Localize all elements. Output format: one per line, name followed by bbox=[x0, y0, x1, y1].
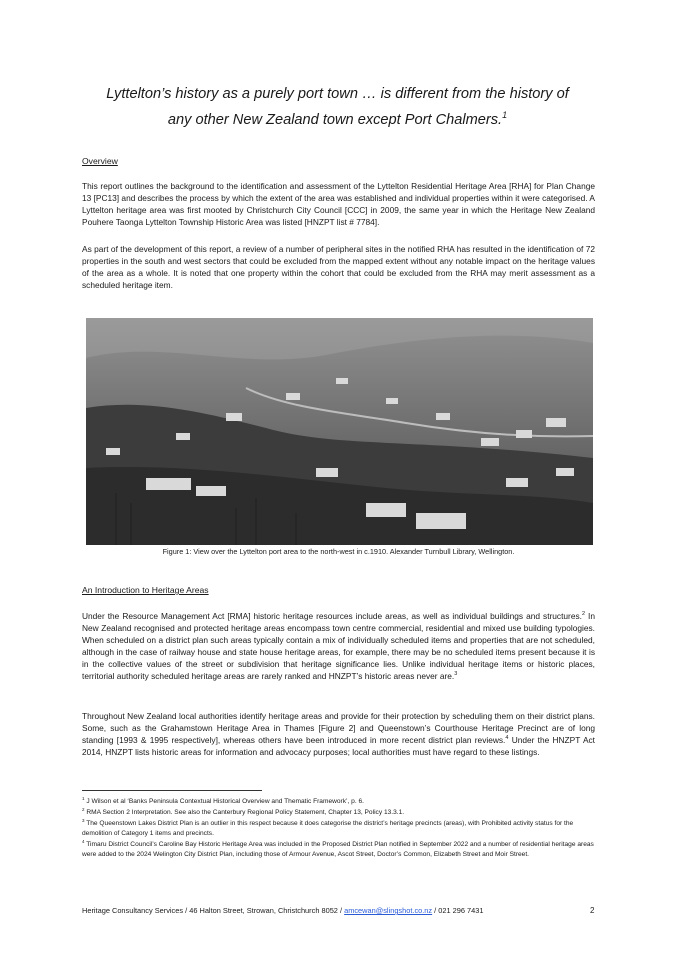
epigraph-quote bbox=[70, 84, 605, 131]
historic-photo-lyttelton bbox=[86, 318, 593, 545]
intro-p1-text-b: In New Zealand recognised and protected heritage areas encompass town centre commercial, residential and mixed use building typologies. When scheduled on a district plan such areas typically contain a mix of individually scheduled items and properties that are not scheduled, although in the case of railway house and state house heritage areas, for example, there may be no scheduled items present because it is in the collective values of the street or subdivision that heritage significance lies. Unlike individual heritage items or historic places, territorial authority scheduled heritage areas are rarely ranked and HNZPT’s historic areas never are. bbox=[82, 611, 595, 682]
footnote-ref-1[interactable]: 1 bbox=[502, 110, 508, 120]
quote-line-2 bbox=[70, 105, 605, 131]
photo-illustration bbox=[86, 318, 593, 545]
footnote-divider bbox=[82, 790, 262, 791]
intro-paragraph-2 bbox=[82, 710, 595, 758]
overview-paragraph-2: As part of the development of this report, a review of a number of peripheral sites in the notified RHA has resulted in the identification of 72 properties in the south and west sectors that could be excluded from the mapped extent without any notable impact on the heritage values of the area as a whole. It is noted that one property within the cohort that could be excluded from the RHA may merit assessment as a scheduled heritage item. bbox=[82, 244, 595, 291]
footnote-3-text: The Queenstown Lakes District Plan is an outlier in this respect because it does categorise the district’s heritage precincts (areas), with Prohibited activity status for the demolition of Category 1 items and precincts. bbox=[82, 820, 574, 837]
figure-caption: Figure 1: View over the Lyttelton port area to the north-west in c.1910. Alexander Turnbull Library, Wellington. bbox=[162, 547, 515, 556]
footnote-4-number: 4 bbox=[82, 838, 85, 844]
footnote-2-text: RMA Section 2 Interpretation. See also the Canterbury Regional Policy Statement, Chapter 13, Policy 13.3.1. bbox=[84, 809, 405, 816]
footnote-ref-4[interactable]: 4 bbox=[505, 735, 509, 742]
footnote-3-number: 3 bbox=[82, 817, 85, 823]
footnote-2 bbox=[82, 808, 595, 818]
footnote-2-number: 2 bbox=[82, 806, 85, 812]
page-footer bbox=[82, 906, 484, 915]
footnote-ref-3[interactable]: 3 bbox=[454, 671, 458, 678]
intro-p1-text-a: Under the Resource Management Act [RMA] historic heritage resources include areas, as well as individual buildings and structures. bbox=[82, 611, 582, 621]
footer-phone: / 021 296 7431 bbox=[432, 906, 484, 915]
page-number: 2 bbox=[590, 906, 595, 915]
footnote-4 bbox=[82, 840, 595, 859]
footnote-1-number: 1 bbox=[82, 795, 85, 801]
intro-paragraph-1 bbox=[82, 610, 595, 683]
footnote-3 bbox=[82, 819, 595, 838]
footer-address: Heritage Consultancy Services / 46 Halton Street, Strowan, Christchurch 8052 / bbox=[82, 906, 345, 915]
intro-p2-text-b: Under the HNZPT Act 2014, HNZPT lists historic areas for information and advocacy purposes; local authorities must have regard to these listings. bbox=[82, 735, 595, 758]
overview-heading: Overview bbox=[82, 156, 118, 166]
footer-email-link[interactable]: amcewan@slingshot.co.nz bbox=[344, 906, 433, 915]
footnote-1-text: J Wilson et al ‘Banks Peninsula Contextual Historical Overview and Thematic Framework’, p. 6. bbox=[84, 798, 365, 805]
intro-heading: An Introduction to Heritage Areas bbox=[82, 585, 209, 595]
intro-p2-text-a: Throughout New Zealand local authorities identify heritage areas and provide for their protection by scheduling them on their district plans. Some, such as the Grahamstown Heritage Area in Thames [Figure 2] and Queenstown’s Courthouse Heritage Precinct are of long standing [1993 & 1995 respectively], whereas others have been introduced in more recent district plan reviews. bbox=[82, 711, 595, 746]
quote-line-1: Lyttelton’s history as a purely port town … is different from the history of bbox=[106, 86, 569, 102]
footnote-4-text: Timaru District Council’s Caroline Bay Historic Heritage Area was included in the Proposed District Plan notified in September 2022 and a number of residential heritage areas were added to the 2024 Welington City District Plan, including those of Armour Avenue, Ascot Street, Doctor’s Common, Elizabeth Street and Moir Street. bbox=[82, 841, 594, 858]
footnote-1 bbox=[82, 797, 595, 807]
quote-line-2-text: any other New Zealand town except Port Chalmers. bbox=[167, 111, 503, 128]
footnote-ref-2[interactable]: 2 bbox=[581, 611, 586, 618]
overview-paragraph-1: This report outlines the background to the identification and assessment of the Lyttelton Residential Heritage Area [RHA] for Plan Change 13 [PC13] and describes the process by which the extent of the area was established and individual properties within it were categorised. A Lyttelton heritage area was first mooted by Christchurch City Council [CCC] in 2009, the same year in which the Heritage New Zealand Pouhere Taonga Lyttelton Township Historic Area was listed [HNZPT list # 7784]. bbox=[82, 181, 595, 228]
